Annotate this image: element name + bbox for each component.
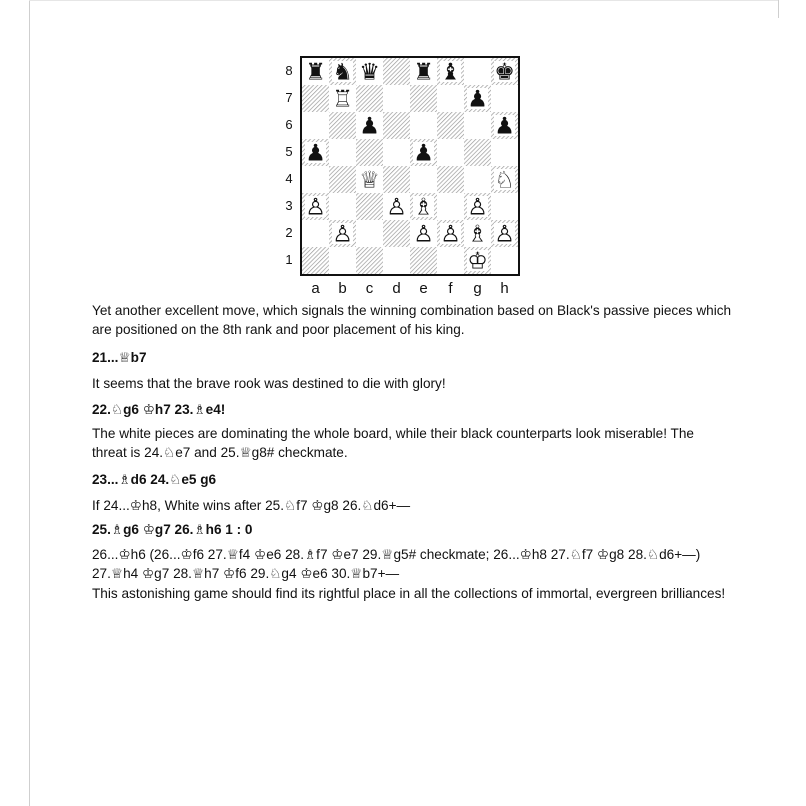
page-right-border [778,0,779,18]
square-f5 [437,139,464,166]
square-f7 [437,85,464,112]
move-line-23: 23...♗d6 24.♘e5 g6 [92,472,217,487]
white-pawn-icon: ♙ [305,194,326,221]
square-f4 [437,166,464,193]
square-c2 [356,220,383,247]
white-bishop-icon: ♗ [467,221,488,248]
square-h1 [491,247,518,274]
square-d5 [383,139,410,166]
file-label-d: d [392,280,401,297]
square-d8 [383,58,410,85]
variation-paragraph: 26...♔h6 (26...♔f6 27.♕f4 ♔e6 28.♗f7 ♔e7 29.♕g5# checkmate; 26...♔h8 27.♘f7 ♔g8 28.♘d6+—) 27.♕h4 ♔g7 28.♕h7 ♔f6 29.♘g4 ♔e6 30.♕b7+— [92,547,701,581]
square-f6 [437,112,464,139]
square-e4 [410,166,437,193]
square-g8 [464,58,491,85]
black-king-icon: ♚ [494,59,515,86]
white-knight-icon: ♘ [494,167,515,194]
board-svg [302,58,518,274]
file-label-a: a [311,280,320,297]
rank-label-4: 4 [285,171,293,186]
page-left-border [29,0,30,806]
white-rook-icon: ♖ [332,86,353,113]
file-label-b: b [338,280,347,297]
square-d1 [383,247,410,274]
chess-board [300,56,520,276]
rank-label-2: 2 [285,225,293,240]
square-e6 [410,112,437,139]
file-labels [302,280,518,298]
black-bishop-icon: ♝ [440,59,461,86]
chess-diagram [274,49,534,299]
square-h7 [491,85,518,112]
square-b4 [329,166,356,193]
white-king-icon: ♔ [467,248,488,274]
black-rook-icon: ♜ [413,59,434,86]
square-c1 [356,247,383,274]
square-b6 [329,112,356,139]
black-queen-icon: ♛ [359,59,380,86]
white-pawn-icon: ♙ [494,221,515,248]
square-d4 [383,166,410,193]
black-pawn-icon: ♟ [467,86,488,113]
square-a4 [302,166,329,193]
square-d2 [383,220,410,247]
square-d7 [383,85,410,112]
square-d6 [383,112,410,139]
black-pawn-icon: ♟ [305,140,326,167]
square-e1 [410,247,437,274]
white-pawn-icon: ♙ [440,221,461,248]
square-a7 [302,85,329,112]
move-line-21: 21...♕b7 [92,350,147,365]
square-g5 [464,139,491,166]
black-pawn-icon: ♟ [359,113,380,140]
square-g4 [464,166,491,193]
black-rook-icon: ♜ [305,59,326,86]
white-bishop-icon: ♗ [413,194,434,221]
square-a1 [302,247,329,274]
rank-label-5: 5 [285,144,293,159]
square-a6 [302,112,329,139]
square-f1 [437,247,464,274]
file-label-f: f [448,280,453,297]
commentary-paragraph-1: Yet another excellent move, which signals the winning combination based on Black's passive pieces which are positioned on the 8th rank and poor placement of his king. [92,303,732,337]
square-c3 [356,193,383,220]
file-label-e: e [419,280,428,297]
square-g6 [464,112,491,139]
rank-label-1: 1 [285,252,293,267]
concluding-paragraph: This astonishing game should find its rightful place in all the collections of immortal, evergreen brilliances! [92,586,726,601]
square-c5 [356,139,383,166]
square-c7 [356,85,383,112]
file-label-c: c [365,280,374,297]
rank-label-3: 3 [285,198,293,213]
square-h5 [491,139,518,166]
black-pawn-icon: ♟ [494,113,515,140]
rank-label-8: 8 [285,63,293,78]
page-top-border [29,0,779,1]
file-label-g: g [473,280,482,297]
square-b3 [329,193,356,220]
square-b1 [329,247,356,274]
white-pawn-icon: ♙ [413,221,434,248]
white-pawn-icon: ♙ [332,221,353,248]
commentary-paragraph-2: It seems that the brave rook was destined to die with glory! [92,376,446,391]
square-e7 [410,85,437,112]
move-line-22: 22.♘g6 ♔h7 23.♗e4! [92,402,226,417]
rank-label-6: 6 [285,117,293,132]
commentary-paragraph-4: If 24...♔h8, White wins after 25.♘f7 ♔g8 26.♘d6+— [92,498,411,513]
move-line-25: 25.♗g6 ♔g7 26.♗h6 1 : 0 [92,522,253,537]
black-pawn-icon: ♟ [413,140,434,167]
commentary-paragraph-3: The white pieces are dominating the whole board, while their black counterparts look miserable! The threat is 24.♘e7 and 25.♕g8# checkmate. [92,426,694,460]
white-pawn-icon: ♙ [467,194,488,221]
white-pawn-icon: ♙ [386,194,407,221]
square-h3 [491,193,518,220]
file-label-h: h [500,280,509,297]
square-a2 [302,220,329,247]
black-knight-icon: ♞ [332,59,353,86]
square-f3 [437,193,464,220]
square-b5 [329,139,356,166]
white-queen-icon: ♕ [359,167,380,194]
rank-label-7: 7 [285,90,293,105]
